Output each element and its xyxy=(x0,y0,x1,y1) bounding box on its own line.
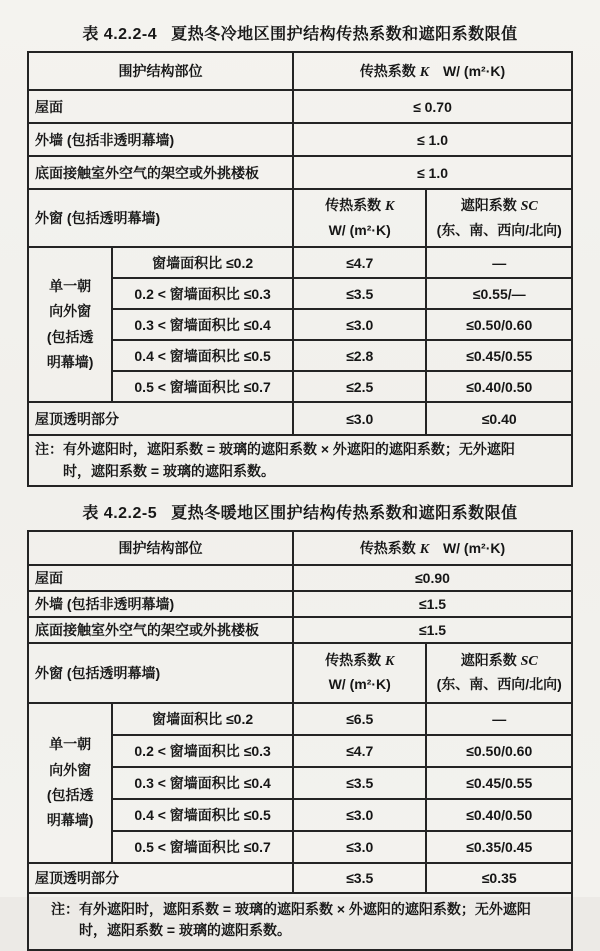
k-limit-cell: ≤4.7 xyxy=(293,247,426,278)
header-k-cell xyxy=(293,531,572,565)
note-cell xyxy=(28,893,572,950)
k-limit-cell: ≤3.0 xyxy=(293,831,426,863)
part-label-cell: 屋面 xyxy=(28,90,293,123)
window-group-label-cell xyxy=(28,247,112,402)
group-label-line: 单一朝 xyxy=(49,736,92,753)
group-label-line: 单一朝 xyxy=(49,278,92,295)
table2-title xyxy=(0,487,600,523)
table-row xyxy=(28,617,572,643)
header-part-cell: 围护结构部位 xyxy=(28,531,293,565)
table-row xyxy=(28,863,572,893)
window-sc-orientations: (东、南、西向/北向) xyxy=(436,676,562,693)
k-header-prefix: 传热系数 xyxy=(359,63,416,79)
group-label-line: (包括透 xyxy=(46,328,94,345)
ratio-cell: 0.4 < 窗墙面积比 ≤0.5 xyxy=(112,340,293,371)
window-k-header-cell xyxy=(293,189,426,247)
window-sc-header-cell xyxy=(426,643,572,703)
ratio-cell: 0.5 < 窗墙面积比 ≤0.7 xyxy=(112,831,293,863)
header-k-cell xyxy=(293,52,572,90)
part-label-cell: 底面接触室外空气的架空或外挑楼板 xyxy=(28,156,293,189)
table1-title xyxy=(0,0,600,44)
part-label-cell: 外墙 (包括非透明幕墙) xyxy=(28,591,293,617)
note-line1: 注：有外遮阳时，遮阳系数 = 玻璃的遮阳系数 × 外遮阳的遮阳系数；无外遮阳 xyxy=(51,900,531,917)
k-limit-cell: ≤3.0 xyxy=(293,309,426,340)
table-row xyxy=(28,247,572,278)
k-symbol: K xyxy=(419,65,430,80)
part-label-cell: 底面接触室外空气的架空或外挑楼板 xyxy=(28,617,293,643)
table-row xyxy=(28,565,572,591)
table-row xyxy=(28,156,572,189)
table-row xyxy=(28,123,572,156)
table-row xyxy=(28,189,572,247)
window-group-label-cell xyxy=(28,703,112,863)
ratio-cell: 0.4 < 窗墙面积比 ≤0.5 xyxy=(112,799,293,831)
window-section-label-cell: 外窗 (包括透明幕墙) xyxy=(28,643,293,703)
table1 xyxy=(27,51,573,487)
window-k-header-cell xyxy=(293,643,426,703)
sc-limit-cell: ≤0.35 xyxy=(426,863,572,893)
skylight-label-cell: 屋顶透明部分 xyxy=(28,863,293,893)
window-section-label-cell: 外窗 (包括透明幕墙) xyxy=(28,189,293,247)
window-sc-symbol: SC xyxy=(520,199,538,215)
window-k-prefix: 传热系数 xyxy=(325,652,382,669)
window-k-unit: W/ (m²·K) xyxy=(328,221,391,238)
group-label-line: 明幕墙) xyxy=(46,811,94,828)
table-row xyxy=(28,52,572,90)
sc-limit-cell: ≤0.50/0.60 xyxy=(426,309,572,340)
k-limit-cell: ≤ 1.0 xyxy=(293,123,572,156)
table-row xyxy=(28,435,572,486)
group-label-line: (包括透 xyxy=(46,786,94,803)
note-line1: 注：有外遮阳时，遮阳系数 = 玻璃的遮阳系数 × 外遮阳的遮阳系数；无外遮阳 xyxy=(35,441,515,457)
table2 xyxy=(27,530,573,951)
ratio-cell: 0.5 < 窗墙面积比 ≤0.7 xyxy=(112,371,293,402)
ratio-cell: 0.3 < 窗墙面积比 ≤0.4 xyxy=(112,309,293,340)
sc-limit-cell: — xyxy=(426,247,572,278)
k-limit-cell: ≤0.90 xyxy=(293,565,572,591)
k-limit-cell: ≤2.5 xyxy=(293,371,426,402)
group-label-line: 向外窗 xyxy=(49,303,92,320)
k-symbol: K xyxy=(419,541,430,557)
table2-title-number: 表 4.2.2-5 xyxy=(82,504,158,522)
k-header-prefix: 传热系数 xyxy=(359,539,416,556)
group-label-line: 向外窗 xyxy=(49,761,92,778)
table-row xyxy=(28,643,572,703)
sc-limit-cell: — xyxy=(426,703,572,735)
window-k-unit: W/ (m²·K) xyxy=(328,676,391,693)
sc-limit-cell: ≤0.50/0.60 xyxy=(426,735,572,767)
table-row xyxy=(28,703,572,735)
skylight-label-cell: 屋顶透明部分 xyxy=(28,402,293,435)
note-line2: 时，遮阳系数 = 玻璃的遮阳系数。 xyxy=(79,922,291,939)
window-sc-symbol: SC xyxy=(520,654,538,670)
k-limit-cell: ≤6.5 xyxy=(293,703,426,735)
table1-title-text: 夏热冬冷地区围护结构传热系数和遮阳系数限值 xyxy=(171,26,518,43)
window-sc-prefix: 遮阳系数 xyxy=(460,197,517,214)
k-limit-cell: ≤3.5 xyxy=(293,767,426,799)
sc-limit-cell: ≤0.40/0.50 xyxy=(426,799,572,831)
window-k-symbol: K xyxy=(384,654,395,670)
part-label-cell: 屋面 xyxy=(28,565,293,591)
ratio-cell: 窗墙面积比 ≤0.2 xyxy=(112,247,293,278)
k-limit-cell: ≤2.8 xyxy=(293,340,426,371)
window-k-prefix: 传热系数 xyxy=(325,197,382,214)
sc-limit-cell: ≤0.45/0.55 xyxy=(426,767,572,799)
sc-limit-cell: ≤0.35/0.45 xyxy=(426,831,572,863)
table-row xyxy=(28,893,572,950)
table2-title-text: 夏热冬暖地区围护结构传热系数和遮阳系数限值 xyxy=(171,504,518,522)
k-limit-cell: ≤ 0.70 xyxy=(293,90,572,123)
note-line2: 时，遮阳系数 = 玻璃的遮阳系数。 xyxy=(63,463,275,480)
k-limit-cell: ≤ 1.0 xyxy=(293,156,572,189)
table-row xyxy=(28,591,572,617)
k-limit-cell: ≤3.0 xyxy=(293,402,426,435)
ratio-cell: 0.2 < 窗墙面积比 ≤0.3 xyxy=(112,735,293,767)
k-limit-cell: ≤3.5 xyxy=(293,278,426,309)
window-sc-orientations: (东、南、西向/北向) xyxy=(436,221,562,238)
part-label-cell: 外墙 (包括非透明幕墙) xyxy=(28,123,293,156)
group-label-line: 明幕墙) xyxy=(46,353,94,370)
ratio-cell: 窗墙面积比 ≤0.2 xyxy=(112,703,293,735)
sc-limit-cell: ≤0.45/0.55 xyxy=(426,340,572,371)
table-row xyxy=(28,402,572,435)
k-limit-cell: ≤3.5 xyxy=(293,863,426,893)
k-limit-cell: ≤4.7 xyxy=(293,735,426,767)
ratio-cell: 0.2 < 窗墙面积比 ≤0.3 xyxy=(112,278,293,309)
sc-limit-cell: ≤0.55/— xyxy=(426,278,572,309)
k-limit-cell: ≤1.5 xyxy=(293,591,572,617)
table-row xyxy=(28,90,572,123)
table-row xyxy=(28,531,572,565)
window-sc-prefix: 遮阳系数 xyxy=(460,652,517,669)
table1-title-number: 表 4.2.2-4 xyxy=(82,26,158,43)
sc-limit-cell: ≤0.40/0.50 xyxy=(426,371,572,402)
header-part-cell: 围护结构部位 xyxy=(28,52,293,90)
sc-limit-cell: ≤0.40 xyxy=(426,402,572,435)
k-unit: W/ (m²·K) xyxy=(442,63,506,79)
k-limit-cell: ≤3.0 xyxy=(293,799,426,831)
ratio-cell: 0.3 < 窗墙面积比 ≤0.4 xyxy=(112,767,293,799)
k-unit: W/ (m²·K) xyxy=(442,539,506,556)
k-limit-cell: ≤1.5 xyxy=(293,617,572,643)
window-k-symbol: K xyxy=(384,199,395,215)
window-sc-header-cell xyxy=(426,189,572,247)
note-cell xyxy=(28,435,572,486)
